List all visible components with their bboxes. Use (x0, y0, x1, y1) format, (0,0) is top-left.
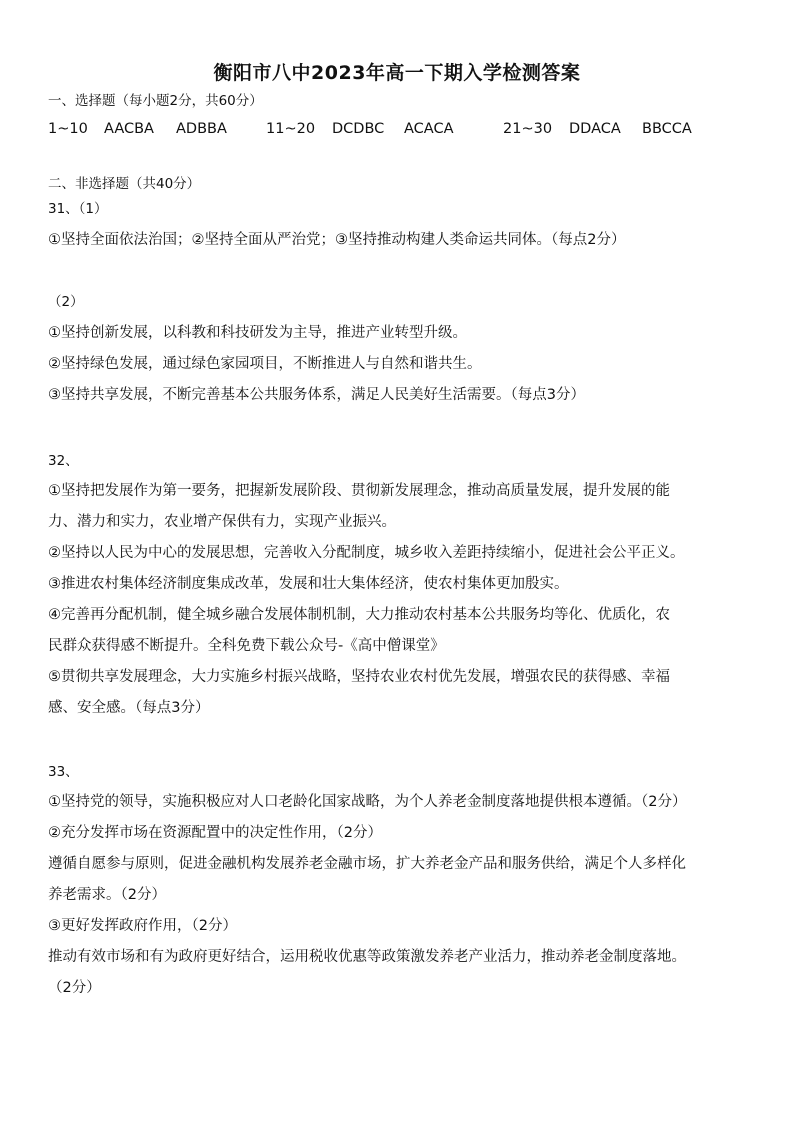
page-title: 衡阳市八中2023年高一下期入学检测答案 (213, 62, 581, 84)
q32-answer-line-2: 力、潜力和实力，农业增产保供有力，实现产业振兴。 (48, 514, 396, 530)
answer-group-1a: AACBA (104, 121, 154, 137)
answer-group-2b: ACACA (404, 121, 454, 137)
q31-label: 31、（1） (48, 201, 108, 217)
multiple-choice-answers (0, 121, 794, 145)
q33-answer-line-1: ①坚持党的领导，实施积极应对人口老龄化国家战略，为个人养老金制度落地提供根本遵循。（2分） (48, 794, 687, 810)
q31-part2-label: （2） (48, 294, 84, 310)
q32-label: 32、 (48, 453, 79, 469)
range-label-3: 21~30 (503, 121, 553, 137)
range-label-2: 11~20 (266, 121, 316, 137)
q32-answer-line-4: ③推进农村集体经济制度集成改革，发展和壮大集体经济，使农村集体更加殷实。 (48, 576, 569, 592)
q32-answer-line-5: ④完善再分配机制，健全城乡融合发展体制机制，大力推动农村基本公共服务均等化、优质化，农 (48, 607, 670, 623)
q33-answer-line-6: 推动有效市场和有为政府更好结合，运用税收优惠等政策激发养老产业活力，推动养老金制度落地。 (48, 949, 686, 965)
q32-answer-line-1: ①坚持把发展作为第一要务，把握新发展阶段、贯彻新发展理念，推动高质量发展，提升发展的能 (48, 483, 670, 499)
q31-part2-answer-2: ②坚持绿色发展，通过绿色家园项目，不断推进人与自然和谐共生。 (48, 356, 482, 372)
answer-group-1b: ADBBA (176, 121, 227, 137)
q31-part1-answer: ①坚持全面依法治国；②坚持全面从严治党；③坚持推动构建人类命运共同体。（每点2分） (48, 232, 626, 248)
q32-answer-line-3: ②坚持以人民为中心的发展思想，完善收入分配制度，城乡收入差距持续缩小，促进社会公平正义。 (48, 545, 685, 561)
q33-answer-line-7: （2分） (48, 980, 101, 996)
q32-answer-line-6: 民群众获得感不断提升。全科免费下载公众号-《高中僧课堂》 (48, 638, 445, 654)
section1-heading: 一、选择题（每小题2分，共60分） (48, 93, 263, 109)
section2-heading: 二、非选择题（共40分） (48, 176, 201, 192)
q33-answer-line-3: 遵循自愿参与原则，促进金融机构发展养老金融市场，扩大养老金产品和服务供给，满足个人多样化 (48, 856, 686, 872)
q31-part2-answer-3: ③坚持共享发展，不断完善基本公共服务体系，满足人民美好生活需要。（每点3分） (48, 387, 585, 403)
q33-answer-line-2: ②充分发挥市场在资源配置中的决定性作用，（2分） (48, 825, 382, 841)
q32-answer-line-7: ⑤贯彻共享发展理念，大力实施乡村振兴战略，坚持农业农村优先发展，增强农民的获得感、幸福 (48, 669, 670, 685)
q32-answer-line-8: 感、安全感。（每点3分） (48, 700, 210, 716)
q33-answer-line-5: ③更好发挥政府作用，（2分） (48, 918, 237, 934)
answer-group-3a: DDACA (569, 121, 621, 137)
range-label-1: 1~10 (48, 121, 88, 137)
answer-group-3b: BBCCA (642, 121, 692, 137)
q33-label: 33、 (48, 764, 79, 780)
q31-part2-answer-1: ①坚持创新发展，以科教和科技研发为主导，推进产业转型升级。 (48, 325, 467, 341)
answer-group-2a: DCDBC (332, 121, 385, 137)
q33-answer-line-4: 养老需求。（2分） (48, 887, 166, 903)
